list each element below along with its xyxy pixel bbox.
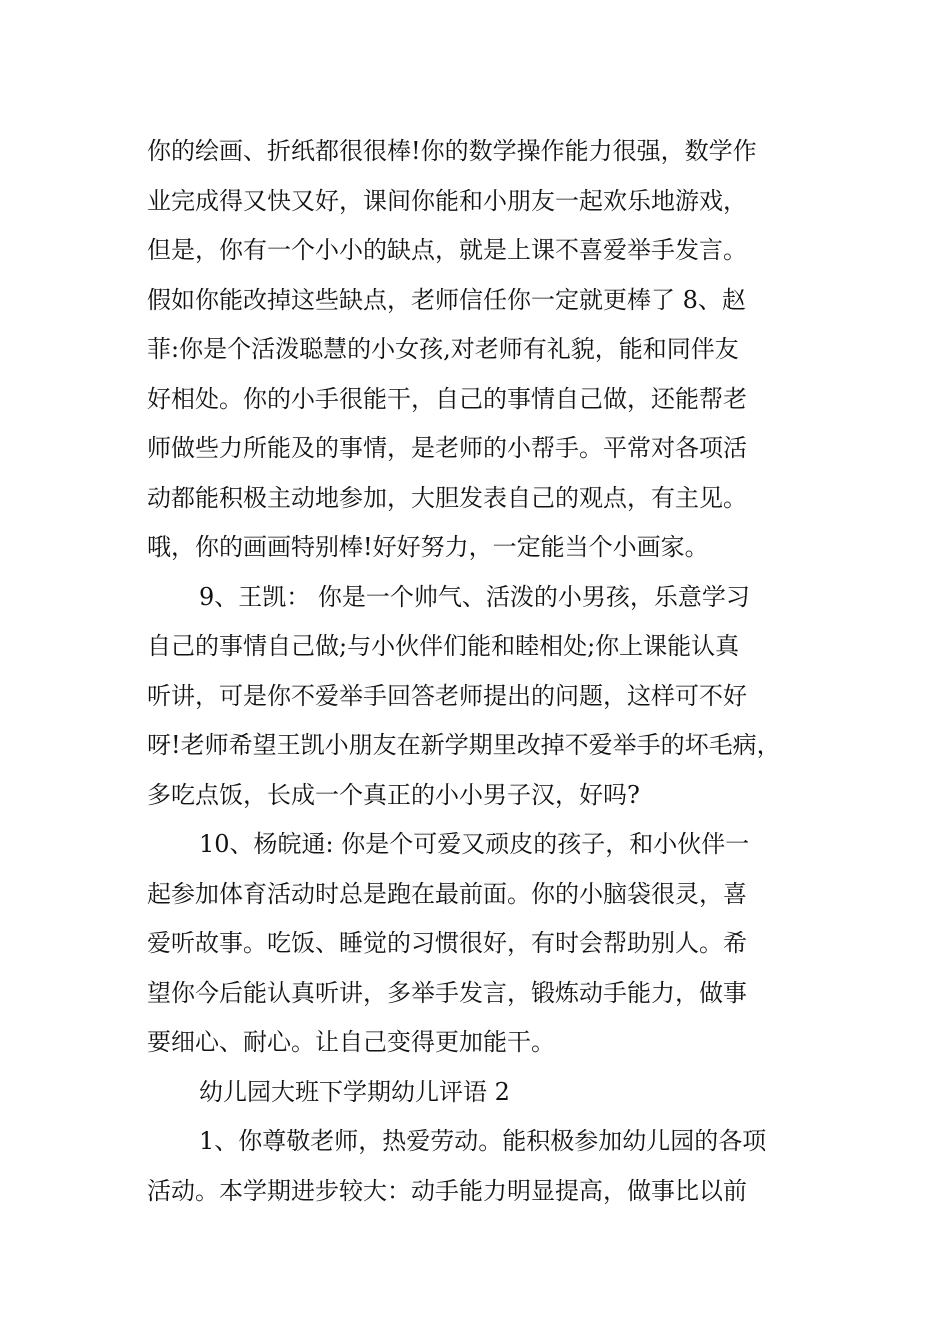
document-body [147, 127, 837, 1216]
heading-text: 幼儿园大班下学期幼儿评语 2 [199, 1077, 510, 1106]
text-line: 望你今后能认真听讲，多举手发言，锻炼动手能力，做事 [147, 978, 747, 1007]
text-line: 爱听故事。吃饭、睡觉的习惯很好，有时会帮助别人。希 [147, 929, 747, 957]
text-line: 10、杨皖通: 你是个可爱又顽皮的孩子，和小伙伴一 [199, 830, 750, 858]
text-line: 假如你能改掉这些缺点，老师信任你一定就更棒了 8、赵 [147, 285, 746, 314]
text-line: 活动。本学期进步较大：动手能力明显提高，做事比以前 [147, 1176, 747, 1205]
text-line: 9、王凯： 你是一个帅气、活泼的小男孩，乐意学习 [199, 582, 750, 611]
paragraph-evaluation-9 [147, 573, 837, 821]
text-line: 菲:你是个活泼聪慧的小女孩,对老师有礼貌，能和同伴友 [147, 335, 739, 363]
text-line: 呀!老师希望王凯小朋友在新学期里改掉不爱举手的坏毛病， [147, 731, 781, 759]
text-line: 哦，你的画画特别棒!好好努力，一定能当个小画家。 [147, 533, 709, 561]
text-line: 业完成得又快又好，课间你能和小朋友一起欢乐地游戏， [147, 186, 747, 215]
paragraph-section2-item-1 [147, 1117, 837, 1216]
text-line: 要细心、耐心。让自己变得更加能干。 [147, 1028, 555, 1056]
text-line: 你的绘画、折纸都很很棒!你的数学操作能力很强，数学作 [147, 137, 757, 165]
text-line: 好相处。你的小手很能干，自己的事情自己做，还能帮老 [147, 384, 747, 413]
paragraph-evaluation-8 [147, 127, 837, 573]
text-line: 起参加体育活动时总是跑在最前面。你的小脑袋很灵，喜 [147, 879, 747, 908]
text-line: 动都能积极主动地参加，大胆发表自己的观点，有主见。 [147, 483, 747, 512]
section-heading [147, 1068, 837, 1118]
text-line: 多吃点饭，长成一个真正的小小男子汉，好吗? [147, 780, 640, 809]
text-line: 听讲，可是你不爱举手回答老师提出的问题，这样可不好 [147, 681, 747, 710]
text-line: 师做些力所能及的事情，是老师的小帮手。平常对各项活 [147, 434, 747, 462]
text-line: 自己的事情自己做;与小伙伴们能和睦相处;你上课能认真 [147, 632, 740, 660]
paragraph-evaluation-10 [147, 820, 837, 1068]
text-line: 但是，你有一个小小的缺点，就是上课不喜爱举手发言。 [147, 236, 747, 264]
text-line: 1、你尊敬老师，热爱劳动。能积极参加幼儿园的各项 [199, 1127, 767, 1155]
